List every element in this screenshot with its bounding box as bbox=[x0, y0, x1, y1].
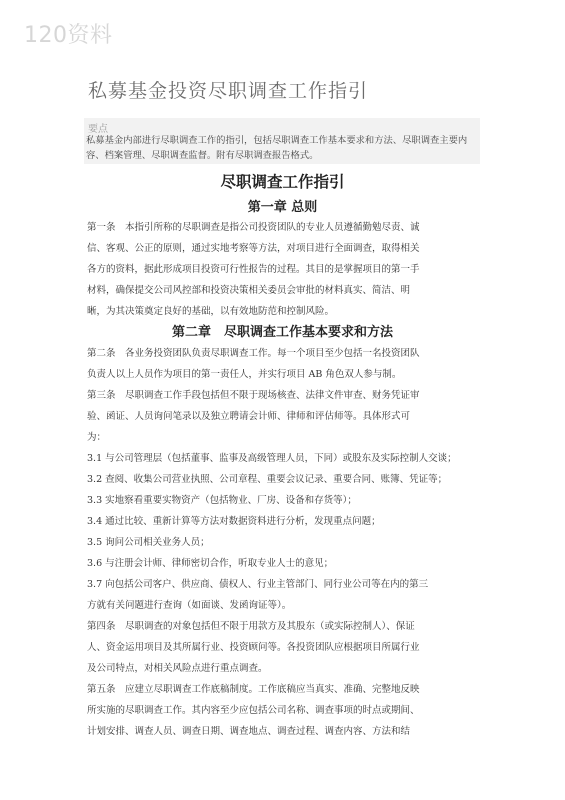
chapter2-line: 第二条 各业务投资团队负责尽职调查工作。每一个项目至少包括一名投资团队 bbox=[87, 348, 420, 359]
chapter2-line: 第三条 尽职调查工作手段包括但不限于现场核查、法律文件审查、财务凭证审 bbox=[87, 390, 420, 401]
chapter2-line: 第五条 应建立尽职调查工作底稿制度。工作底稿应当真实、准确、完整地反映 bbox=[87, 684, 420, 695]
chapter2-line: 3.3 实地察看重要实物资产（包括物业、厂房、设备和存货等）； bbox=[87, 495, 357, 506]
chapter2-line: 计划安排、调查人员、调查日期、调查地点、调查过程、调查内容、方法和结 bbox=[87, 726, 411, 737]
chapter1-title: 第一章 总则 bbox=[247, 200, 318, 215]
chapter2-line: 及公司特点，对相关风险点进行重点调查。 bbox=[87, 663, 268, 674]
chapter2-line: 3.6 与注册会计师、律师密切合作，听取专业人士的意见； bbox=[87, 558, 334, 569]
chapter2-line: 人、资金运用项目及其所属行业、投资顾问等。各投资团队应根据项目所属行业 bbox=[87, 642, 420, 653]
chapter2-line: 方就有关问题进行查询（如面谈、发函询证等）。 bbox=[87, 600, 292, 611]
watermark: 120资料 bbox=[24, 23, 113, 48]
chapter2-line: 为： bbox=[87, 432, 107, 443]
summary-label: 要点 bbox=[88, 124, 108, 135]
main-title: 尽职调查工作指引 bbox=[220, 173, 345, 191]
chapter2-line: 第四条 尽职调查的对象包括但不限于用款方及其股东（或实际控制人）、保证 bbox=[87, 621, 415, 632]
chapter2-line: 3.5 询问公司相关业务人员； bbox=[87, 537, 210, 548]
chapter2-line: 3.2 查阅、收集公司营业执照、公司章程、重要会议记录、重要合同、账簿、凭证等； bbox=[87, 474, 448, 485]
chapter2-line: 3.7 向包括公司客户、供应商、债权人、行业主管部门、同行业公司等在内的第三 bbox=[87, 579, 429, 590]
summary-text: 私募基金内部进行尽职调查工作的指引，包括尽职调查工作基本要求和方法、尽职调查主要内容、档案管理、尽职调查监督。附有尽职调查报告格式。 bbox=[86, 135, 468, 161]
chapter2-line: 负责人以上人员作为项目的第一责任人，并实行项目 AB 角色双人参与制。 bbox=[87, 369, 402, 380]
chapter1-line: 材料，确保提交公司风控部和投资决策相关委员会审批的材料真实、简洁、明 bbox=[87, 285, 411, 296]
chapter1-line: 第一条 本指引所称的尽职调查是指公司投资团队的专业人员遵循勤勉尽责、诚 bbox=[87, 222, 420, 233]
chapter2-title: 第二章 尽职调查工作基本要求和方法 bbox=[171, 325, 393, 340]
chapter2-line: 所实施的尽职调查工作。其内容至少应包括公司名称、调查事项的时点或期间、 bbox=[87, 705, 420, 716]
chapter2-line: 验、函证、人员询问笔录以及独立聘请会计师、律师和评估师等。具体形式可 bbox=[87, 411, 411, 422]
chapter2-line: 3.1 与公司管理层（包括董事、监事及高级管理人员，下同）或股东及实际控制人交谈； bbox=[87, 453, 457, 464]
chapter1-line: 各方的资料，据此形成项目投资可行性报告的过程。其目的是掌握项目的第一手 bbox=[87, 264, 420, 275]
chapter1-line: 信、客观、公正的原则，通过实地考察等方法，对项目进行全面调查，取得相关 bbox=[87, 243, 420, 254]
summary-box bbox=[84, 118, 480, 164]
chapter2-line: 3.4 通过比较、重新计算等方法对数据资料进行分析，发现重点问题； bbox=[87, 516, 381, 527]
document-title: 私募基金投资尽职调查工作指引 bbox=[88, 80, 369, 102]
chapter1-line: 晰，为其决策奠定良好的基础，以有效地防范和控制风险。 bbox=[87, 306, 335, 317]
